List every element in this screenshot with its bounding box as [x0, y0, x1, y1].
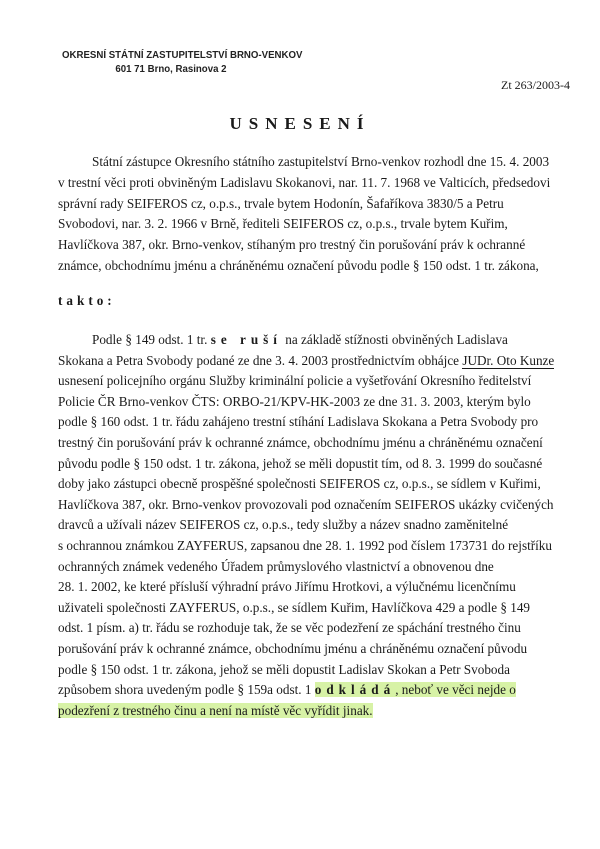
- office-address: 601 71 Brno, Rasinova 2: [115, 63, 227, 75]
- paragraph-line: [58, 680, 564, 701]
- paragraph-line: odst. 1 písm. a) tr. řádu se rozhoduje tak, že se věc podezření ze spáchání trestného činu: [58, 620, 521, 636]
- paragraph-line: s ochrannou známkou ZAYFERUS, zapsanou dne 28. 1. 1992 pod číslem 173731 do rejstříku: [58, 537, 552, 553]
- paragraph-line: dravců a užívali název SEIFEROS cz, o.p.s., tedy služby a název snadno zaměnitelné: [58, 517, 509, 533]
- paragraph-line: [58, 701, 564, 722]
- paragraph-line: [58, 351, 564, 372]
- paragraph-line: [58, 330, 564, 351]
- paragraph-line: v trestní věci proti obviněným Ladislavu Skokanovi, nar. 11. 7. 1968 ve Valticích, předsedovi: [58, 174, 551, 190]
- paragraph-line: uživateli společnosti ZAYFERUS, o.p.s., se sídlem Kuřim, Havlíčkova 429 a podle § 149: [58, 599, 531, 615]
- text-segment: způsobem shora uvedeným podle § 159a odst. 1: [58, 682, 312, 698]
- text-segment: na základě stížnosti obviněných Ladislava: [285, 332, 508, 347]
- highlighted-text: podezření z trestného činu a není na místě věc vyřídit jinak.: [58, 702, 373, 718]
- paragraph-line: známce, obchodnímu jménu a chráněnému označení původu podle § 150 odst. 1 tr. zákona,: [58, 257, 539, 273]
- paragraph-line: Havlíčkova 387, okr. Brno-venkov provozovali pod označením SEIFEROS ukázky cvičených: [58, 496, 554, 512]
- paragraph-line: Havlíčkova 387, okr. Brno-venkov, stíhaným pro trestný čin porušování práv k ochranné: [58, 237, 526, 253]
- text-segment: Podle § 149 odst. 1 tr.: [92, 332, 208, 347]
- decision-body-paragraph: [58, 330, 564, 721]
- paragraph-line: Policie ČR Brno-venkov ČTS: ORBO-21/KPV-HK-2003 ze dne 31. 3. 2003, kterým bylo: [58, 393, 531, 409]
- paragraph-line: ochranných známek vedeného Úřadem průmyslového vlastnictví a obnovenou dne: [58, 558, 494, 574]
- paragraph-line: 28. 1. 2002, ke které přísluší výhradní právo Jiřímu Hrotkovi, a výlučnému licenčnímu: [58, 579, 516, 595]
- paragraph-line: podle § 150 odst. 1 tr. zákona, jehož se měli dopustit Ladislav Skokan a Petr Svoboda: [58, 661, 510, 677]
- paragraph-line: trestný čin porušování práv k ochranné známce, obchodnímu jménu a chráněnému označení: [58, 434, 543, 450]
- highlighted-verdict: odkládá: [314, 682, 396, 698]
- paragraph-line: Svobodovi, nar. 3. 2. 1966 v Brně, řediteli SEIFEROS cz, o.p.s., trvale bytem Kuřim,: [58, 216, 508, 232]
- paragraph-line: doby jako zástupci obecně prospěšné společnosti SEIFEROS cz, o.p.s., se sídlem v Kuřimi,: [58, 476, 541, 492]
- paragraph-line: podle § 160 odst. 1 tr. řádu zahájeno trestní stíhání Ladislava Skokana a Petra Svobody pro: [58, 414, 539, 430]
- paragraph-line: Státní zástupce Okresního státního zastupitelství Brno-venkov rozhodl dne 15. 4. 2003: [92, 154, 550, 169]
- text-segment: Skokana a Petra Svobody podané ze dne 3. 4. 2003 prostřednictvím obhájce: [58, 352, 463, 368]
- paragraph-line: usnesení policejního orgánu Služby kriminální policie a vyšetřování Okresního ředitelství: [58, 373, 532, 389]
- paragraph-line: původu podle § 150 odst. 1 tr. zákona, jehož se měli dopustit tím, od 8. 3. 1999 do současné: [58, 455, 543, 471]
- highlighted-text: , neboť ve věci nejde o: [395, 682, 516, 698]
- spaced-verdict: se ruší: [210, 332, 282, 347]
- attorney-name: JUDr. Oto Kunze: [462, 352, 555, 368]
- paragraph-line: správní rady SEIFEROS cz, o.p.s., trvale bytem Hodonín, Šafaříkova 3830/5 a Petru: [58, 195, 504, 211]
- office-header: [62, 48, 302, 76]
- document-title: USNESENÍ: [229, 114, 371, 133]
- reference-number: Zt 263/2003-4: [501, 78, 570, 92]
- decision-intro-paragraph: [58, 152, 564, 277]
- paragraph-line: porušování práv k ochranné známce, obchodnímu jménu a chráněnému označení původu: [58, 640, 528, 656]
- takto-label: takto:: [58, 293, 116, 308]
- office-name: OKRESNÍ STÁTNÍ ZASTUPITELSTVÍ BRNO-VENKOV: [62, 49, 303, 61]
